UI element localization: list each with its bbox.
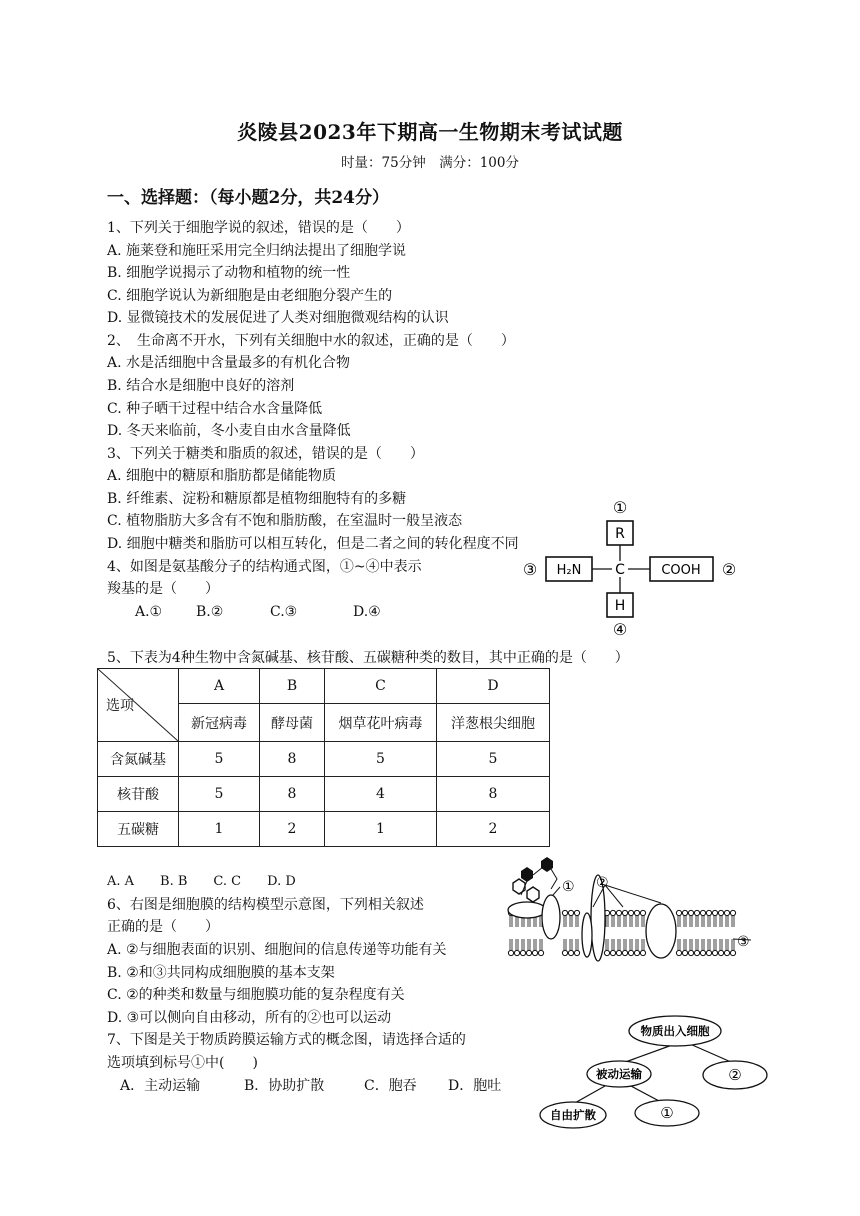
page-title: 炎陵县2023年下期高一生物期末考试试题: [237, 120, 623, 144]
carboxyl-group-label: COOH: [661, 563, 701, 578]
question-4-stem: 4、如图是氨基酸分子的结构通式图，①~④中表示: [107, 559, 422, 575]
column-organism-c: 烟草花叶病毒: [325, 704, 437, 742]
column-letter-d: D: [437, 669, 550, 704]
table-cell: 5: [179, 742, 260, 777]
row-label: 含氮碱基: [98, 742, 179, 777]
question-4-option-a: A.①: [135, 604, 163, 620]
question-4-option-b: B.②: [196, 604, 224, 620]
table-cell: 8: [260, 777, 325, 812]
question-4-stem-cont: 羧基的是（ ）: [107, 581, 219, 597]
question-2-option-d: D. 冬天来临前，冬小麦自由水含量降低: [107, 423, 351, 439]
table-cell: 1: [325, 812, 437, 847]
question-2-stem: 2、 生命离不开水，下列有关细胞中水的叙述，正确的是（ ）: [107, 333, 515, 349]
question-1-option-b: B. 细胞学说揭示了动物和植物的统一性: [107, 265, 351, 281]
question-2-option-c: C. 种子晒干过程中结合水含量降低: [107, 401, 323, 417]
carbon-label: C: [615, 562, 625, 578]
exam-info: 时量：75分钟 满分：100分: [341, 155, 519, 171]
table-row: [98, 812, 550, 847]
hydrogen-label: H: [614, 598, 626, 614]
question-7-stem-cont: 选项填到标号①中( ): [107, 1055, 258, 1071]
question-3-option-c: C. 植物脂肪大多含有不饱和脂肪酸，在室温时一般呈液态: [107, 513, 463, 529]
question-5-stem: 5、下表为4种生物中含氮碱基、核苷酸、五碳糖种类的数目，其中正确的是（ ）: [107, 650, 629, 666]
column-letter-a: A: [179, 669, 260, 704]
amino-group-label: H₂N: [556, 563, 582, 578]
question-7-option-a: A．主动运输: [120, 1078, 201, 1094]
question-6-stem-cont: 正确的是（ ）: [107, 919, 219, 935]
row-label: 核苷酸: [98, 777, 179, 812]
question-3-option-b: B. 纤维素、淀粉和糖原都是植物细胞特有的多糖: [107, 491, 407, 507]
table-row: [98, 777, 550, 812]
concept-free-diffusion: 自由扩散: [550, 1108, 596, 1122]
question-3-option-a: A. 细胞中的糖原和脂肪都是储能物质: [107, 468, 337, 484]
question-4-option-d: D.④: [353, 604, 381, 620]
question-4-option-c: C.③: [270, 604, 298, 620]
table-cell: 5: [437, 742, 550, 777]
table-row: [98, 742, 550, 777]
membrane-marker-3: ③: [737, 934, 750, 950]
table-corner-cell: [98, 669, 179, 742]
membrane-marker-1: ①: [562, 879, 575, 895]
question-6-option-b: B. ②和③共同构成细胞膜的基本支架: [107, 965, 335, 981]
question-5-options: A. A B. B C. C D. D: [107, 874, 296, 889]
table-cell: 8: [260, 742, 325, 777]
membrane-marker-2: ②: [596, 875, 609, 891]
r-group-label: R: [615, 526, 625, 542]
question-1-option-d: D. 显微镜技术的发展促进了人类对细胞微观结构的认识: [107, 310, 449, 326]
question-2-option-b: B. 结合水是细胞中良好的溶剂: [107, 378, 295, 394]
concept-marker-1: ①: [660, 1104, 674, 1122]
question-7-option-b: B．协助扩散: [244, 1078, 325, 1094]
glycocalyx-icon: [513, 857, 553, 902]
concept-marker-2: ②: [728, 1066, 742, 1084]
column-organism-a: 新冠病毒: [179, 704, 260, 742]
section-heading: 一、选择题：（每小题2分，共24分）: [107, 188, 389, 208]
question-7-option-d: D．胞吐: [448, 1078, 502, 1094]
marker-2: ②: [721, 560, 737, 579]
column-organism-b: 酵母菌: [260, 704, 325, 742]
table-cell: 2: [437, 812, 550, 847]
question-6-option-d: D. ③可以侧向自由移动，所有的②也可以运动: [107, 1010, 392, 1026]
table-cell: 4: [325, 777, 437, 812]
table-cell: 5: [325, 742, 437, 777]
concept-root: 物质出入细胞: [640, 1024, 710, 1038]
question-2-option-a: A. 水是活细胞中含量最多的有机化合物: [107, 355, 351, 371]
question-1-option-c: C. 细胞学说认为新细胞是由老细胞分裂产生的: [107, 288, 393, 304]
column-letter-b: B: [260, 669, 325, 704]
table-cell: 2: [260, 812, 325, 847]
question-5-table: [97, 668, 550, 847]
question-6-option-c: C. ②的种类和数量与细胞膜功能的复杂程度有关: [107, 987, 405, 1003]
table-cell: 1: [179, 812, 260, 847]
marker-1: ①: [612, 498, 628, 517]
question-7-stem: 7、下图是关于物质跨膜运输方式的概念图，请选择合适的: [107, 1032, 466, 1048]
corner-label: 选项: [106, 698, 134, 714]
cell-membrane-diagram: [505, 855, 755, 975]
row-label: 五碳糖: [98, 812, 179, 847]
question-3-option-d: D. 细胞中糖类和脂肪可以相互转化，但是二者之间的转化程度不同: [107, 536, 519, 552]
question-1-option-a: A. 施莱登和施旺采用完全归纳法提出了细胞学说: [107, 243, 407, 259]
marker-3: ③: [522, 560, 538, 579]
table-cell: 5: [179, 777, 260, 812]
transport-concept-map: [535, 1010, 775, 1135]
amino-acid-structure-diagram: [515, 495, 745, 640]
column-letter-c: C: [325, 669, 437, 704]
table-cell: 8: [437, 777, 550, 812]
question-6-option-a: A. ②与细胞表面的识别、细胞间的信息传递等功能有关: [107, 942, 447, 958]
concept-passive-transport: 被动运输: [596, 1067, 642, 1081]
column-organism-d: 洋葱根尖细胞: [437, 704, 550, 742]
question-3-stem: 3、下列关于糖类和脂质的叙述，错误的是（ ）: [107, 446, 424, 462]
question-7-option-c: C．胞吞: [364, 1078, 417, 1094]
marker-4: ④: [612, 620, 628, 639]
question-6-stem: 6、右图是细胞膜的结构模型示意图，下列相关叙述: [107, 897, 424, 913]
question-1-stem: 1、下列关于细胞学说的叙述，错误的是（ ）: [107, 220, 410, 236]
